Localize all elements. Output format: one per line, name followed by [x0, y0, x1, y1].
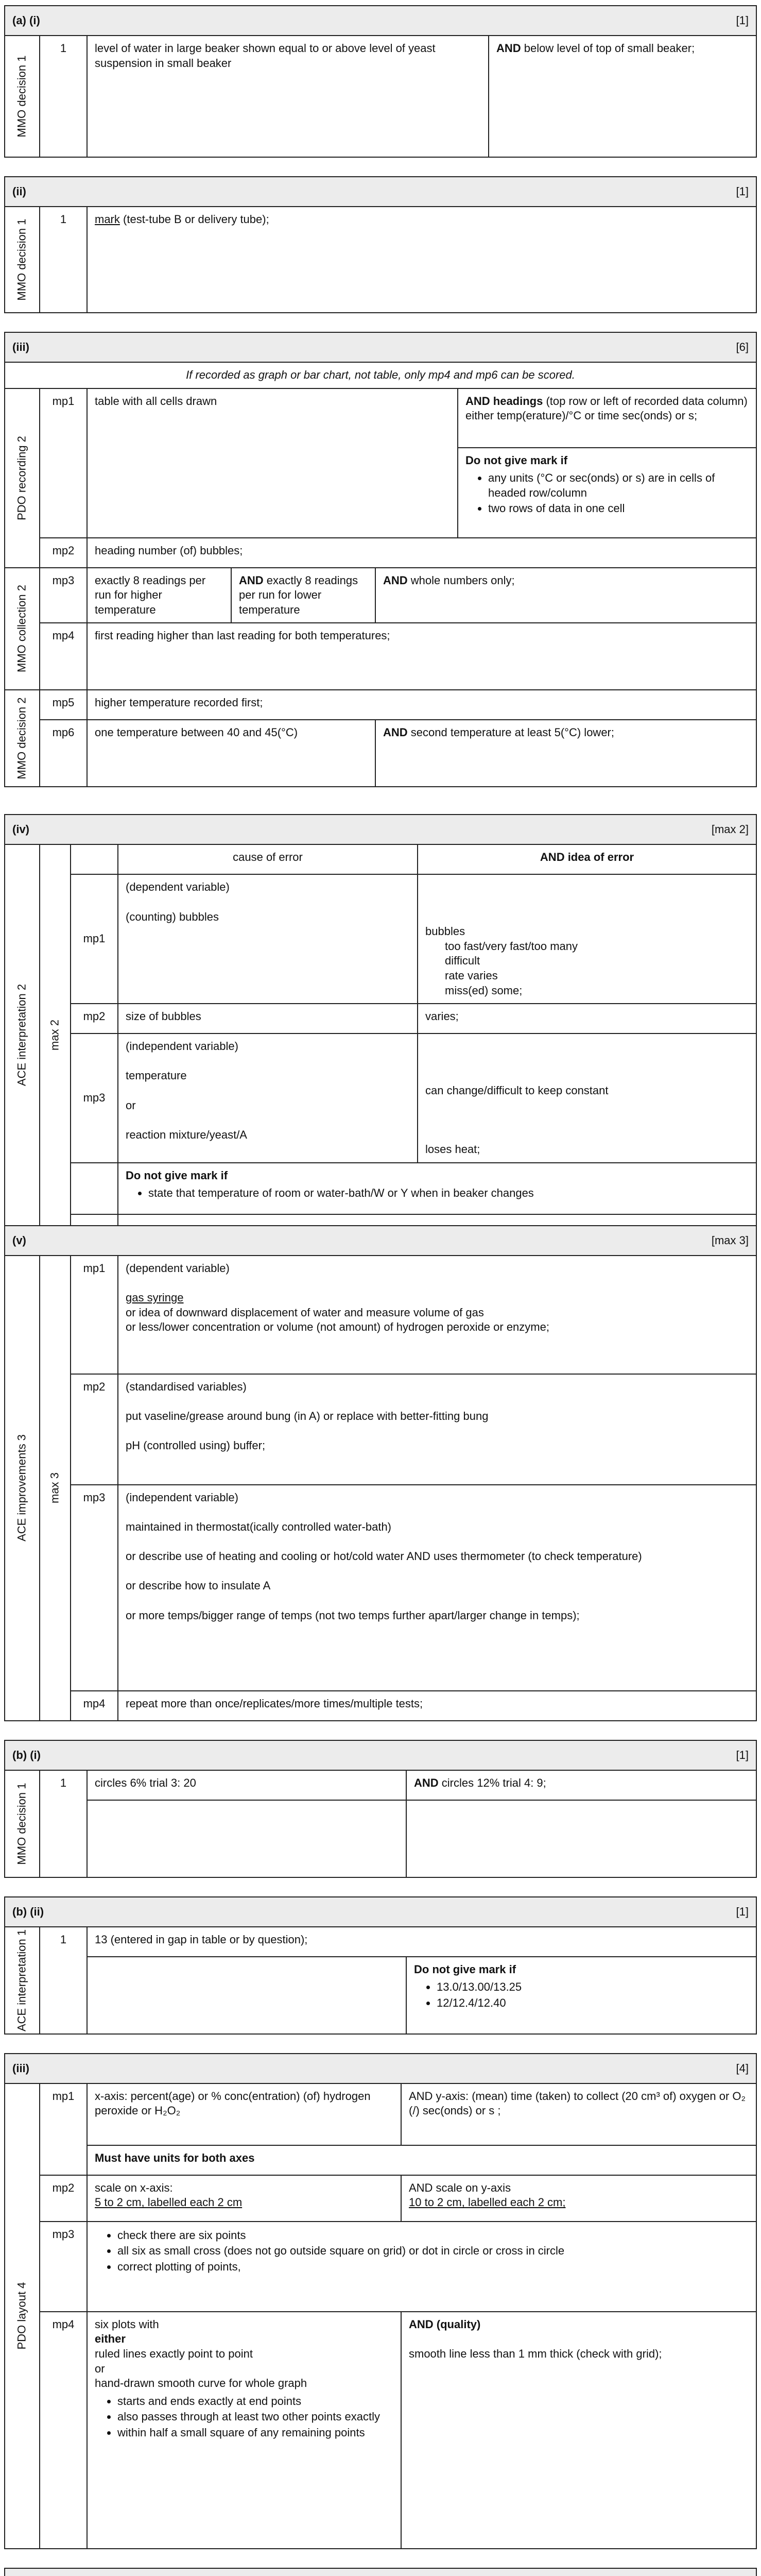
and-criterion: AND headings (top row or left of recorded data column) either temp(erature)/°C or time sec(onds) or s; [458, 388, 756, 448]
skill-label-a-i: MMO decision 1 [5, 36, 40, 157]
do-not-give-box: Do not give mark if • 13.0/13.00/13.25 • 12/12.4/12.40 [406, 1957, 756, 2034]
header-a-i: (a) (i) [1] [5, 6, 756, 36]
header-a-v: (v) [max 3] [5, 1226, 756, 1256]
mark-criterion: table with all cells drawn [87, 388, 458, 538]
point-number: 1 [40, 36, 87, 157]
table-b-i: (b) (i) [1] MMO decision 1 1 circles 6% trial 3: 20 AND circles 12% trial 4: 9; [4, 1740, 757, 1878]
skill-label-b-i: MMO decision 1 [5, 1770, 40, 1877]
skill-label-decision: MMO decision 2 [5, 690, 40, 787]
table-a-ii: (ii) [1] MMO decision 1 1 mark (test-tube B or delivery tube); [4, 176, 757, 313]
table-a-i [4, 5, 757, 158]
header-b-iii: (iii) [4] [5, 2054, 756, 2083]
and-criterion: AND below level of top of small beaker; [489, 36, 756, 157]
table-a-v: (v) [max 3] ACE improvements 3 max 3 mp1 (dependent variable) gas syringe or idea of downward displacement of water and measure volume of gas or less/lower concentration or volume (not amount) of hydrogen peroxide or enzyme; mp2 (standardised variables) put vaseline/grease around bung (in A) or replace with better-fitting bung pH (controlled using) buffer; mp3 (independent variable) maintained in thermostat(ically controlled water-bath) or describe use of heating and cooling or hot/cold water AND uses thermometer (to check temperature) or describe how to insulate A or more temps/bigger range of temps (not two temps further apart/larger change in temps); mp4 repeat more than once/replicates/more times/multiple tests; [4, 1225, 757, 1721]
table-a-iv: (iv) [max 2] ACE interpretation 2 max 2 cause of error AND idea of error mp1 (dependent variable) (counting) bubbles bubbles too fast/very fast/too many difficult rate varies miss(ed) some; mp2 size of bubbles varies; mp3 (independent variable) temperature or reaction mixture/yeast/A can change/difficult to keep constant loses heat; Do not give mark if • state that temperature of room or water-bath/W or Y when in beaker changes [4, 814, 757, 1226]
skill-label-layout: PDO layout 4 [5, 2083, 40, 2549]
marks-a-i: [1] [736, 13, 749, 27]
header-b-iv [5, 2568, 756, 2576]
skill-label-recording: PDO recording 2 [5, 388, 40, 568]
skill-label-collection: MMO collection 2 [5, 568, 40, 690]
skill-label-improvements: ACE improvements 3 [5, 1256, 40, 1721]
scoring-note: If recorded as graph or bar chart, not table, only mp4 and mp6 can be scored. [5, 362, 756, 388]
skill-label-a-ii: MMO decision 1 [5, 207, 40, 313]
mark-criterion: level of water in large beaker shown equal to or above level of yeast suspension in small beaker [87, 36, 489, 157]
column-header-cause: cause of error [118, 844, 418, 874]
header-b-i: (b) (i) [1] [5, 1740, 756, 1770]
table-b-iv [4, 2568, 757, 2576]
skill-label-interpretation: ACE interpretation 2 [5, 844, 40, 1226]
header-b-ii: (b) (ii) [1] [5, 1897, 756, 1927]
max-label: max 2 [40, 844, 71, 1226]
header-a-iii: (iii) [6] [5, 332, 756, 362]
header-a-iv: (iv) [max 2] [5, 815, 756, 844]
table-a-iii: (iii) [6] If recorded as graph or bar chart, not table, only mp4 and mp6 can be scored. PDO recording 2 mp1 table with all cells drawn AND headings (top row or left of recorded data column) either temp(erature)/°C or time sec(onds) or s; Do not give mark if • any units (°C or sec(onds) or s) are in cells of headed row/column • two rows of data in one cell mp2 heading number (of) bubbles; MMO collection 2 mp3 exactly 8 readings per run for higher temperature AND exactly 8 readings per run for lower temperature AND whole numbers only; mp4 first reading higher than last reading for both temperatures; MMO decision 2 mp5 higher temperature recorded first; mp6 one temperature between 40 and 45(°C) AND second temperature at least 5(°C) lower; [4, 332, 757, 787]
do-not-give-box: Do not give mark if • state that temperature of room or water-bath/W or Y when in beaker changes [118, 1163, 756, 1214]
max-label: max 3 [40, 1256, 71, 1721]
mark-criterion: mark (test-tube B or delivery tube); [87, 207, 756, 313]
column-header-idea: AND idea of error [418, 844, 756, 874]
do-not-give-box: Do not give mark if • any units (°C or sec(onds) or s) are in cells of headed row/column • two rows of data in one cell [458, 448, 756, 538]
skill-label-b-ii: ACE interpretation 1 [5, 1927, 40, 2034]
table-b-iii: (iii) [4] PDO layout 4 mp1 x-axis: percent(age) or % conc(entration) (of) hydrogen peroxide or H₂O₂ AND y-axis: (mean) time (taken) to collect (20 cm³ of) oxygen or O₂ (/) sec(onds) or s ; Must have units for both axes mp2 scale on x-axis: 5 to 2 cm, labelled each 2 cm AND scale on y-axis 10 to 2 cm, labelled each 2 cm; mp3 • check there are six points • all six as small cross (does not go outside square on grid) or dot in circle or cross in circle • correct plotting of points, mp4 six plots with either ruled lines exactly point to point or hand-drawn smooth curve for whole graph • starts and ends exactly at end points • also passes through at least two other points exactly • within half a small square of any remaining points AND (quality) smooth line less than 1 mm thick (check with grid); [4, 2053, 757, 2549]
table-b-ii: (b) (ii) [1] ACE interpretation 1 1 13 (entered in gap in table or by question); Do not give mark if • 13.0/13.00/13.25 • 12/12.4/12.40 [4, 1896, 757, 2035]
header-a-ii: (ii) [1] [5, 177, 756, 207]
